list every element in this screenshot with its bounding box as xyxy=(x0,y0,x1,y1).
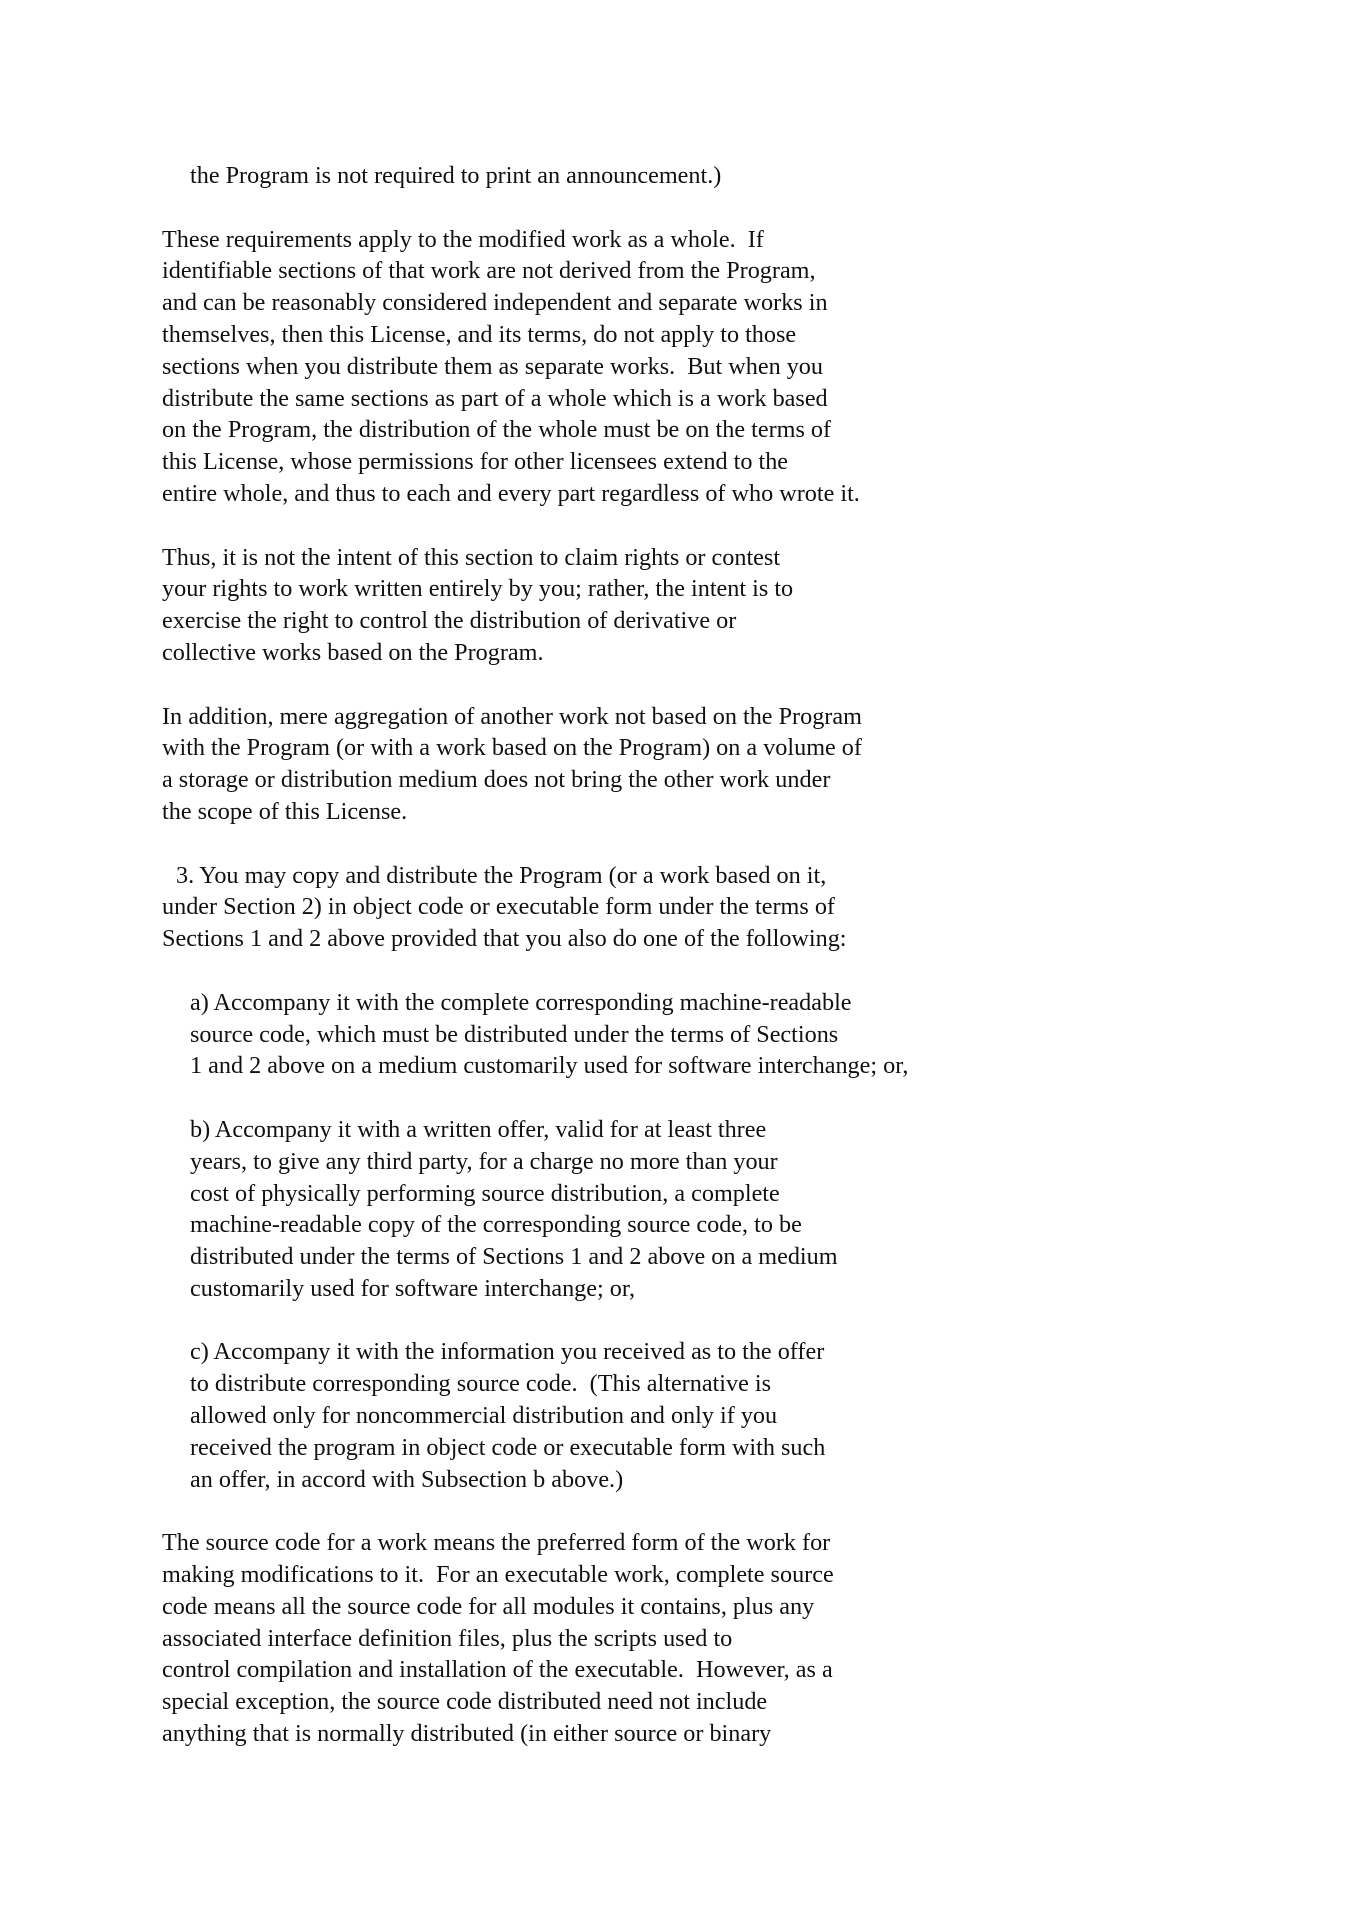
text-line: allowed only for noncommercial distribution and only if you xyxy=(190,1402,778,1430)
text-line: special exception, the source code distributed need not include xyxy=(162,1688,768,1716)
text-line: sections when you distribute them as separate works. But when you xyxy=(162,352,823,380)
text-line: distribute the same sections as part of a whole which is a work based xyxy=(162,384,828,412)
text-line: distributed under the terms of Sections 1 and 2 above on a medium xyxy=(190,1243,838,1271)
text-line: collective works based on the Program. xyxy=(162,638,544,666)
text-line: this License, whose permissions for other licensees extend to the xyxy=(162,448,789,476)
text-line: source code, which must be distributed under the terms of Sections xyxy=(190,1020,839,1048)
text-line: an offer, in accord with Subsection b above.) xyxy=(190,1465,624,1493)
text-line: entire whole, and thus to each and every part regardless of who wrote it. xyxy=(162,479,860,507)
paragraph-intent xyxy=(162,542,1262,669)
text-line: on the Program, the distribution of the whole must be on the terms of xyxy=(162,416,832,444)
text-line: 1 and 2 above on a medium customarily used for software interchange; or, xyxy=(190,1052,909,1080)
text-line: years, to give any third party, for a charge no more than your xyxy=(190,1147,778,1175)
text-line: and can be reasonably considered independent and separate works in xyxy=(162,289,828,317)
text-line: your rights to work written entirely by you; rather, the intent is to xyxy=(162,575,794,603)
paragraph-aggregation xyxy=(162,701,1262,828)
subsection-b xyxy=(162,1114,1262,1305)
text-line: Thus, it is not the intent of this section to claim rights or contest xyxy=(162,543,781,571)
text-line: themselves, then this License, and its terms, do not apply to those xyxy=(162,320,797,348)
text-line: cost of physically performing source distribution, a complete xyxy=(190,1179,780,1207)
text-line: under Section 2) in object code or executable form under the terms of xyxy=(162,893,835,921)
text-line: The source code for a work means the preferred form of the work for xyxy=(162,1529,831,1557)
text-line: machine-readable copy of the corresponding source code, to be xyxy=(190,1211,802,1239)
text-line: associated interface definition files, plus the scripts used to xyxy=(162,1624,733,1652)
text-line: code means all the source code for all modules it contains, plus any xyxy=(162,1592,815,1620)
text-line: with the Program (or with a work based on the Program) on a volume of xyxy=(162,734,862,762)
text-line: These requirements apply to the modified work as a whole. If xyxy=(162,225,764,253)
paragraph-continuation xyxy=(162,160,1262,192)
subsection-a xyxy=(162,987,1262,1082)
section-3 xyxy=(162,860,1262,955)
text-line: the scope of this License. xyxy=(162,797,408,825)
text-line: identifiable sections of that work are not derived from the Program, xyxy=(162,257,816,285)
text-line: Sections 1 and 2 above provided that you also do one of the following: xyxy=(162,925,847,953)
text-line: received the program in object code or executable form with such xyxy=(190,1433,826,1461)
subsection-c xyxy=(162,1336,1262,1495)
text-line: a storage or distribution medium does not bring the other work under xyxy=(162,766,831,794)
text-line: b) Accompany it with a written offer, valid for at least three xyxy=(190,1115,767,1143)
text-line: the Program is not required to print an announcement.) xyxy=(190,162,722,189)
text-line: 3. You may copy and distribute the Program (or a work based on it, xyxy=(176,861,827,889)
text-line: control compilation and installation of the executable. However, as a xyxy=(162,1656,833,1684)
text-line: a) Accompany it with the complete corresponding machine-readable xyxy=(190,988,852,1016)
text-line: anything that is normally distributed (in either source or binary xyxy=(162,1720,772,1748)
text-line: to distribute corresponding source code. (This alternative is xyxy=(190,1370,772,1398)
text-line: In addition, mere aggregation of another work not based on the Program xyxy=(162,702,862,730)
paragraph-source-code xyxy=(162,1527,1262,1750)
text-line: customarily used for software interchange; or, xyxy=(190,1274,635,1302)
paragraph-requirements xyxy=(162,224,1262,510)
text-line: making modifications to it. For an executable work, complete source xyxy=(162,1561,834,1589)
text-line: c) Accompany it with the information you received as to the offer xyxy=(190,1338,825,1366)
text-line: exercise the right to control the distribution of derivative or xyxy=(162,607,737,635)
document-body xyxy=(162,160,1262,1782)
